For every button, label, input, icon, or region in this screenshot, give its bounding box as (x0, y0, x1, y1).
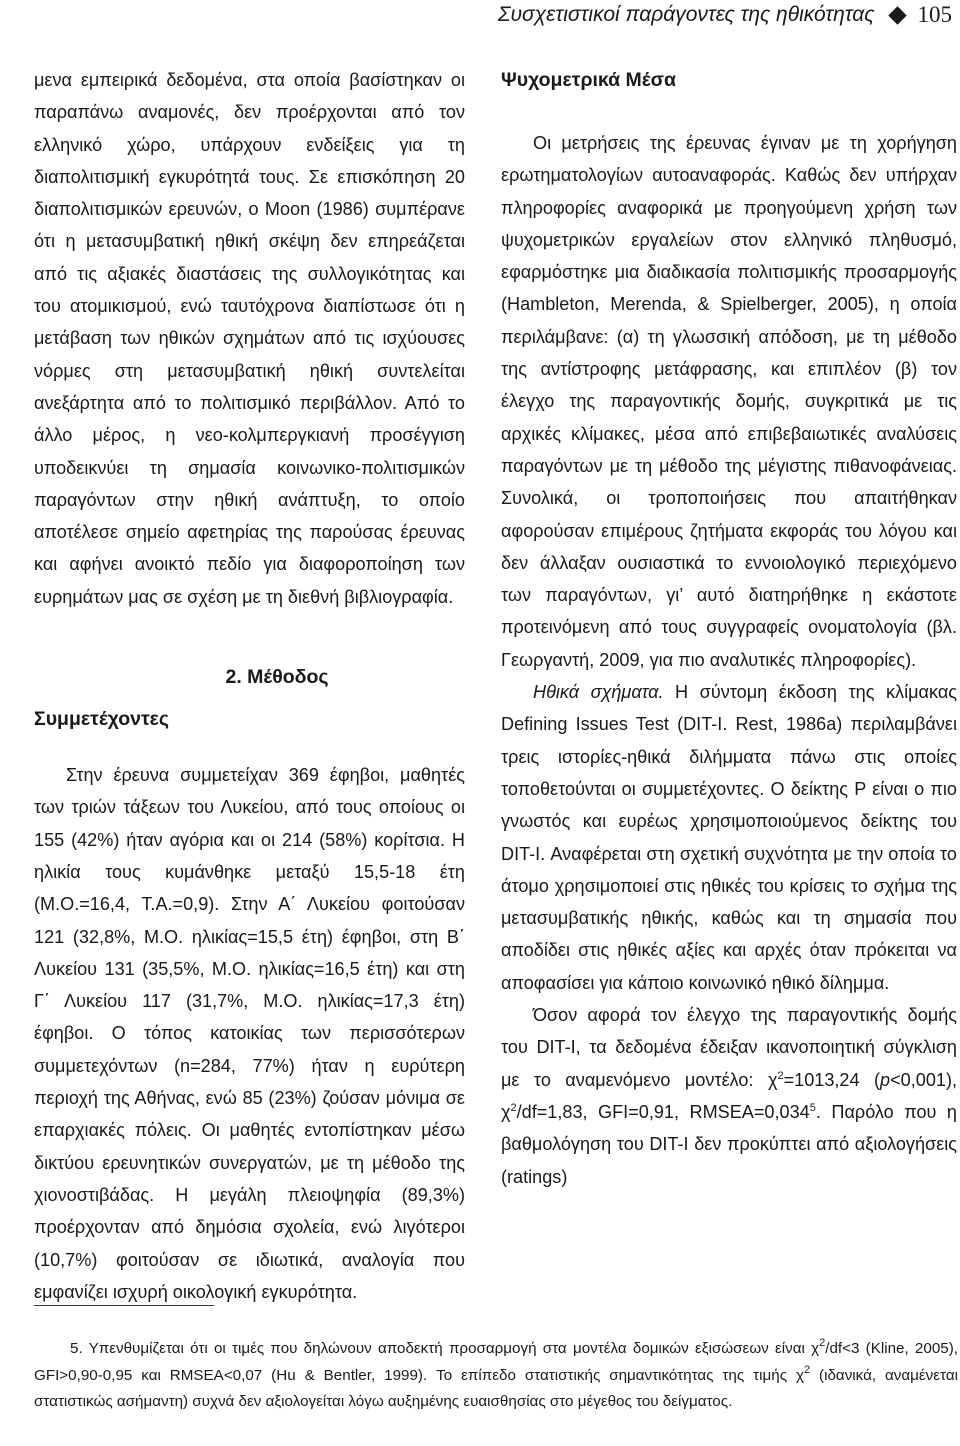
footnote-divider (34, 1305, 214, 1306)
text-run: /df<3 (Kline, 2005), GFI>0,90-0,95 και RMSEA<0,07 (Hu & Bentler, 1999). Το επίπεδο στατιστικής σημαντικότητας της τιμής χ (34, 1340, 958, 1384)
text-run: Όσον αφορά τον έλεγχο της παραγοντικής δομής του DIT-I, τα δεδομένα έδειξαν ικανοποιητική σύγκλιση με το αναμενόμενο μοντέλο: χ (501, 1005, 957, 1090)
footnote (34, 1336, 958, 1416)
left-paragraph-2: Στην έρευνα συμμετείχαν 369 έφηβοι, μαθητές των τριών τάξεων του Λυκείου, από τους οποίους οι 155 (42%) ήταν αγόρια και οι 214 (58%) κορίτσια. Η ηλικία τους κυμάνθηκε μεταξύ 15,5-18 έτη (Μ.Ο.=16,4, Τ.Α.=0,9). Στην Α΄ Λυκείου φοιτούσαν 121 (32,8%, Μ.Ο. ηλικίας=15,5 έτη) έφηβοι, στη Β΄ Λυκείου 131 (35,5%, Μ.Ο. ηλικίας=16,5 έτη) και στη Γ΄ Λυκείου 117 (31,7%, Μ.Ο. ηλικίας=17,3 έτη) έφηβοι. Ο τόπος κατοικίας των περισσότερων συμμετεχόντων (n=284, 77%) ήταν η ευρύτερη περιοχή της Αθήνας, ενώ 85 (23%) ζούσαν μόνιμα σε επαρχιακές πόλεις. Οι μαθητές εντοπίστηκαν μέσω δικτύου ερευνητικών συνεργατών, με τη μέθοδο της χιονοστιβάδας. Η μεγάλη πλειοψηφία (89,3%) προέρχονταν από δημόσια σχολεία, ενώ λιγότεροι (10,7%) φοιτούσαν σε ιδιωτικά, αναλογία που εμφανίζει ισχυρή οικολογική εγκυρότητα. (34, 765, 465, 1302)
superscript: 2 (819, 1337, 826, 1349)
superscript: 2 (803, 1363, 811, 1376)
right-paragraph-2 (501, 676, 957, 999)
section-heading-method: 2. Μέθοδος (225, 666, 329, 689)
text-run: (ιδανικά, αναμένεται στατιστικώς ασήμαντη) συχνά δεν αξιολογείται λόγω αυξημένης ευαισθησίας στο μέγεθος του δείγματος. (34, 1366, 958, 1410)
run-in-heading-moral-schemas: Ηθικά σχήματα. (533, 682, 664, 703)
text-run: /df=1,83, GFI=0,91, RMSEA=0,034 (516, 1101, 810, 1122)
text-run: . Παρόλο που η βαθμολόγηση του DIT-I δεν προκύπτει από αξιολογήσεις (ratings) (501, 1101, 957, 1187)
right-column (501, 64, 957, 1193)
diamond-icon (888, 6, 906, 24)
text-run: <0,001), χ (501, 1069, 957, 1122)
superscript: 2 (510, 1101, 517, 1114)
left-column (34, 64, 465, 1308)
subheading-psychometric-measures: Ψυχομετρικά Μέσα (501, 69, 676, 91)
text-run: =1013,24 ( (783, 1069, 881, 1090)
superscript: 2 (777, 1069, 784, 1082)
right-paragraph-3 (501, 999, 957, 1193)
running-header (498, 2, 952, 28)
page-number: 105 (917, 2, 952, 27)
right-paragraph-2-text: Η σύντομη έκδοση της κλίμακας Defining Issues Test (DIT-I. Rest, 1986a) περιλαμβάνει τρεις ιστορίες-ηθικά διλήμματα πάνω στις οποίες τοποθετούνται οι συμμετέχοντες. Ο δείκτης Ρ είναι ο πιο γνωστός και ευρέως χρησιμοποιούμενος δείκτης του DIT-I. Αναφέρεται στη σχετική συχνότητα με την οποία το άτομο χρησιμοποιεί στις ηθικές του κρίσεις το σχήμα της μετασυμβατικής ηθικής, καθώς και τη σημασία που αποδίδει στις ηθικές αξίες και αρχές όταν πρόκειται να αποφασίσει για κάποιο κοινωνικό ηθικό δίλημμα. (501, 682, 958, 993)
footnote-marker[interactable]: 5 (809, 1101, 816, 1114)
running-title: Συσχετιστικοί παράγοντες της ηθικότητας (497, 3, 875, 26)
p-value-symbol: p (880, 1069, 891, 1090)
left-paragraph-1: μενα εμπειρικά δεδομένα, στα οποία βασίστηκαν οι παραπάνω αναμονές, δεν προέρχονται από τον ελληνικό χώρο, υπάρχουν ενδείξεις για τη διαπολιτισμική εγκυρότητά τους. Σε επισκόπηση 20 διαπολιτισμικών ερευνών, ο Moon (1986) συμπέρανε ότι η μετασυμβατική ηθική σκέψη δεν επηρεάζεται από τις αξιακές διαστάσεις της συλλογικότητας και του ατομικισμού, ενώ ταυτόχρονα διαπίστωσε ότι η μετάβαση των ηθικών σχημάτων από τις ισχύουσες νόρμες στη μετασυμβατική ηθική συντελείται ανεξάρτητα από το πολιτισμικό περιβάλλον. Από το άλλο μέρος, η νεο-κολμπεργκιανή προσέγγιση υποδεικνύει τη σημασία κοινωνικο-πολιτισμικών παραγόντων στην ηθική ανάπτυξη, το οποίο αποτέλεσε σημείο αφετηρίας της παρούσας έρευνας και αφήνει ανοικτό πεδίο για διαφοροποίηση των ευρημάτων μας σε σχέση με τη διεθνή βιβλιογραφία. (34, 70, 465, 607)
right-paragraph-1: Οι μετρήσεις της έρευνας έγιναν με τη χορήγηση ερωτηματολογίων αυτοαναφοράς. Καθώς δεν υπήρχαν πληροφορίες αναφορικά με προηγούμενη χρήση των ψυχομετρικών εργαλείων στον ελληνικό πληθυσμό, εφαρμόστηκε μια διαδικασία πολιτισμικής προσαρμογής (Hambleton, Merenda, & Spielberger, 2005), η οποία περιλάμβανε: (α) τη γλωσσική απόδοση, με τη μέθοδο της αντίστροφης μετάφρασης, και επιπλέον (β) τον έλεγχο της παραγοντικής δομής, συγκριτικά με τις αρχικές κλίμακες, μέσα από επιβεβαιωτικές αναλύσεις παραγόντων με τη μέθοδο της μέγιστης πιθανοφάνειας. Συνολικά, οι τροποποιήσεις που απαιτήθηκαν αφορούσαν επιμέρους ζητήματα εκφοράς του λόγου και δεν άλλαξαν ουσιαστικά το εννοιολογικό περιεχόμενο των παραγόντων, γι’ αυτό διατηρήθηκε η εκάστοτε προτεινόμενη από τους συγγραφείς ονοματολογία (βλ. Γεωργαντή, 2009, για πιο αναλυτικές πληροφορίες). (501, 133, 957, 670)
subheading-participants: Συμμετέχοντες (34, 708, 170, 731)
footnote-5 (34, 1336, 958, 1416)
text-run: 5. Υπενθυμίζεται ότι οι τιμές που δηλώνουν αποδεκτή προσαρμογή στα μοντέλα δομικών εξισώσεων είναι χ (70, 1340, 820, 1357)
